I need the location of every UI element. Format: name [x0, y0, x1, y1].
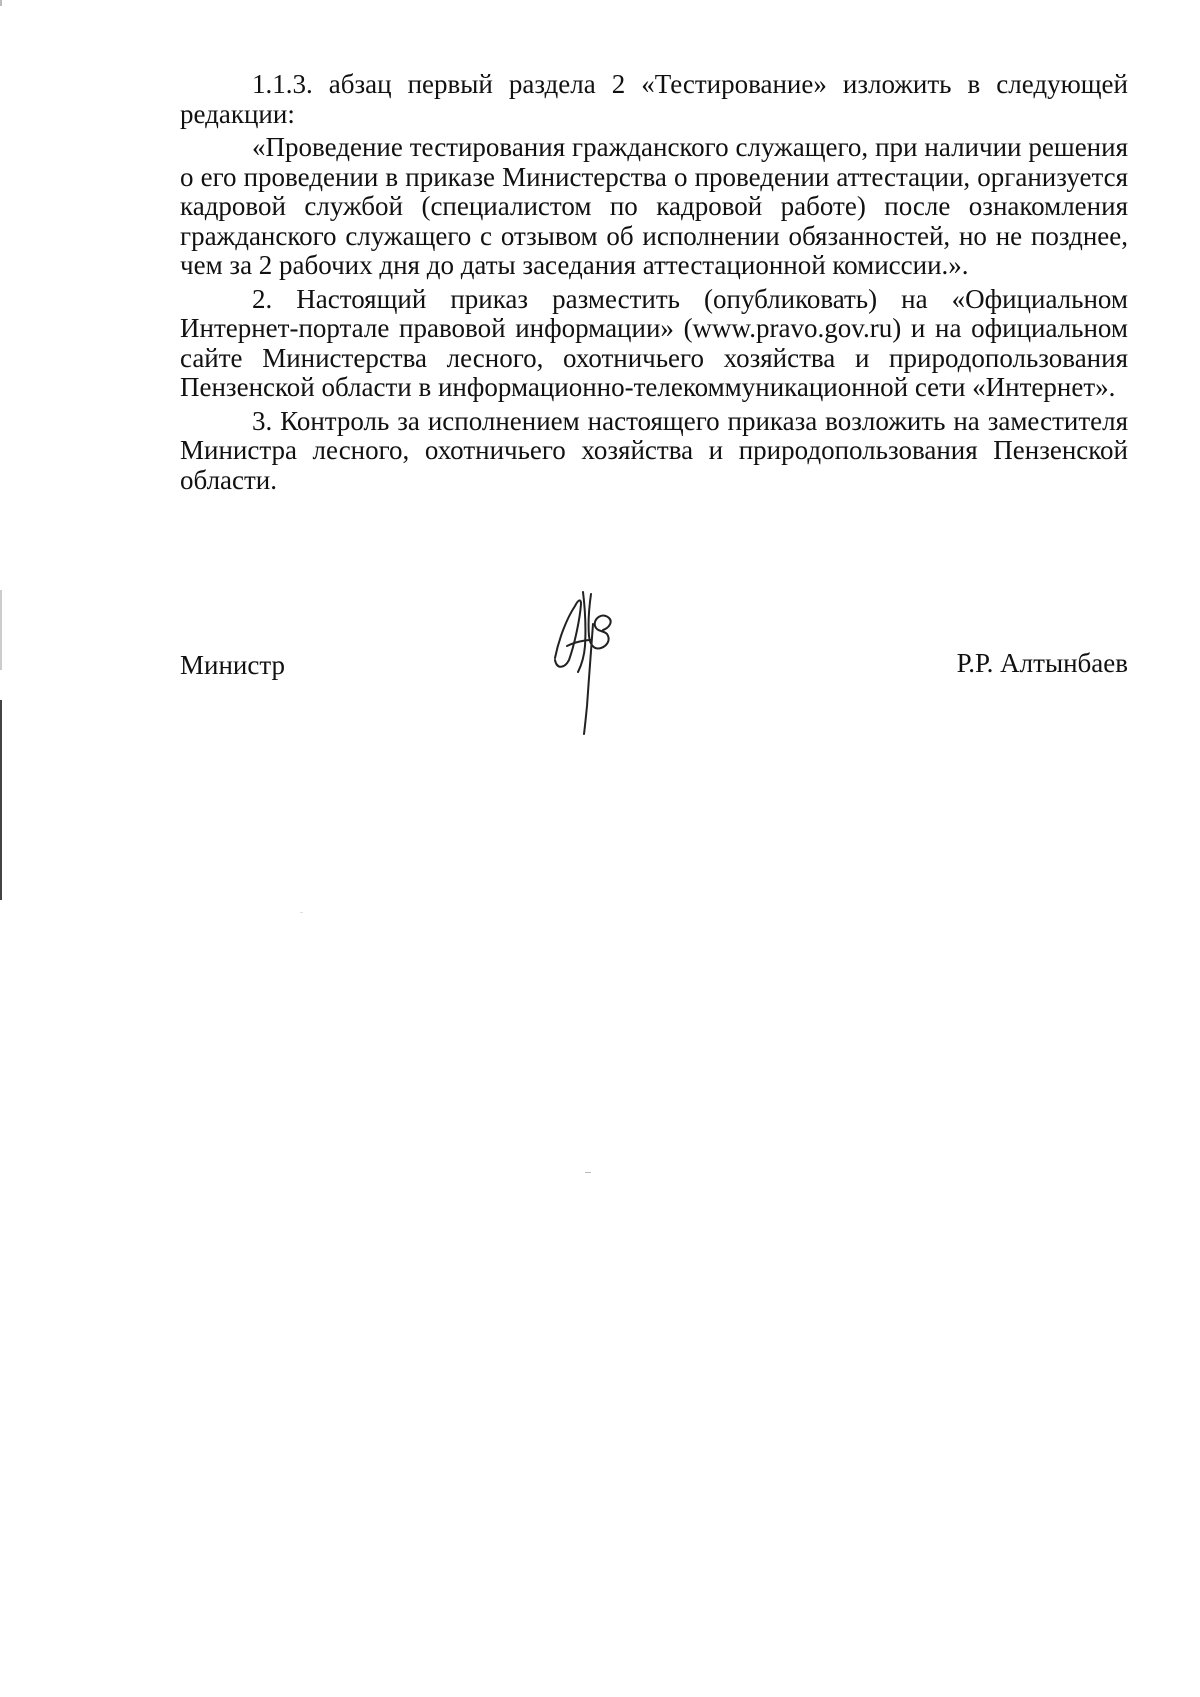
scan-edge-mark	[0, 590, 2, 670]
document-body	[180, 70, 1128, 495]
paragraph-2-publication: 2. Настоящий приказ разместить (опубликовать) на «Официальном Интернет-портале правовой информации» (www.pravo.gov.ru) и на официальном сайте Министерства лесного, охотничьего хозяйства и природопользования Пензенской области в информационно-телекоммуникационной сети «Интернет».	[180, 283, 1128, 402]
signer-name: Р.Р. Алтынбаев	[956, 648, 1128, 678]
scan-speck	[585, 1172, 591, 1173]
signer-position: Министр	[180, 650, 285, 680]
paragraph-3-control: 3. Контроль за исполнением настоящего приказа возложить на заместителя Министра лесного, охотничьего хозяйства и природопользования Пензенской области.	[180, 405, 1128, 495]
scan-speck	[300, 912, 303, 913]
scan-edge-mark	[0, 700, 2, 900]
paragraph-quoted-text: «Проведение тестирования гражданского служащего, при наличии решения о его проведении в приказе Министерства о проведении аттестации, организуется кадровой службой (специалистом по кадровой работе) после ознакомления гражданского служащего с отзывом об исполнении обязанностей, но не позднее, чем за 2 рабочих дня до даты заседания аттестационной комиссии.».	[180, 132, 1128, 280]
scan-edge-mark	[0, 0, 2, 6]
handwritten-signature	[545, 588, 655, 738]
paragraph-1-1-3: 1.1.3. абзац первый раздела 2 «Тестирование» изложить в следующей редакции:	[180, 69, 1128, 129]
